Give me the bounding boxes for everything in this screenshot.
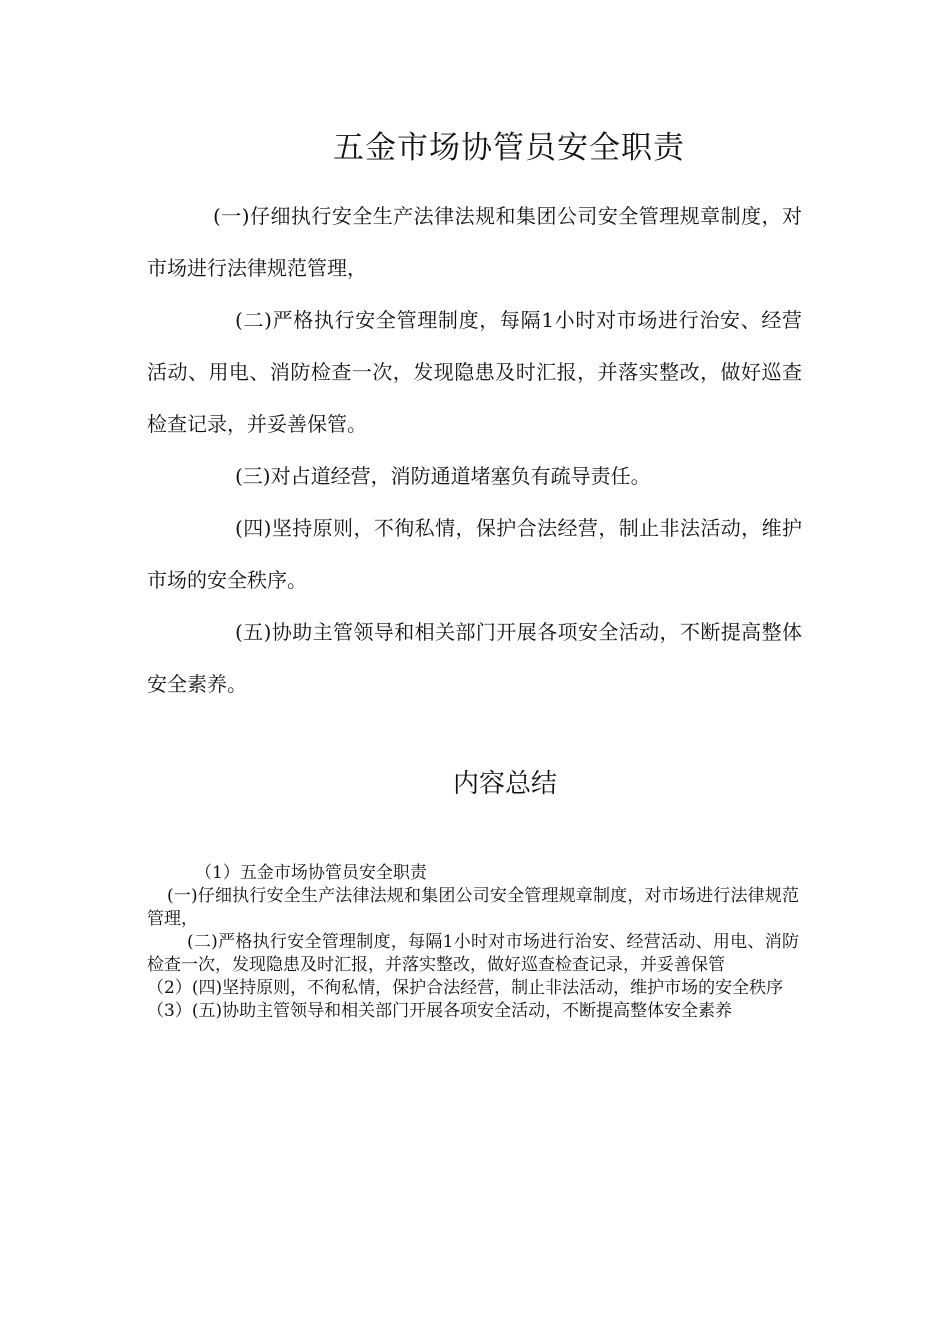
document-body xyxy=(147,190,802,710)
summary-line-5: （3）(五)协助主管领导和相关部门开展各项安全活动，不断提高整体安全素养 xyxy=(147,1001,733,1021)
paragraph-4: (四)坚持原则，不徇私情，保护合法经营，制止非法活动，维护市场的安全秩序。 xyxy=(147,516,802,592)
paragraph-5: (五)协助主管领导和相关部门开展各项安全活动，不断提高整体安全素养。 xyxy=(147,620,802,696)
summary-line-3: (二)严格执行安全管理制度，每隔1小时对市场进行治安、经营活动、用电、消防检查一次，发现隐患及时汇报，并落实整改，做好巡查检查记录，并妥善保管 xyxy=(147,932,799,975)
document-title: 五金市场协管员安全职责 xyxy=(333,130,685,166)
paragraph-3: (三)对占道经营，消防通道堵塞负有疏导责任。 xyxy=(235,464,651,488)
paragraph-1: (一)仔细执行安全生产法律法规和集团公司安全管理规章制度，对市场进行法律规范管理， xyxy=(147,204,802,280)
summary-line-2: (一)仔细执行安全生产法律法规和集团公司安全管理规章制度，对市场进行法律规范管理， xyxy=(147,886,799,929)
summary-body xyxy=(147,862,799,1023)
summary-line-4: （2）(四)坚持原则，不徇私情，保护合法经营，制止非法活动，维护市场的安全秩序 xyxy=(147,978,784,998)
summary-line-1: （1）五金市场协管员安全职责 xyxy=(195,863,427,883)
paragraph-2: (二)严格执行安全管理制度，每隔1小时对市场进行治安、经营活动、用电、消防检查一次，发现隐患及时汇报，并落实整改，做好巡查检查记录，并妥善保管。 xyxy=(147,308,802,436)
summary-title: 内容总结 xyxy=(452,769,557,799)
